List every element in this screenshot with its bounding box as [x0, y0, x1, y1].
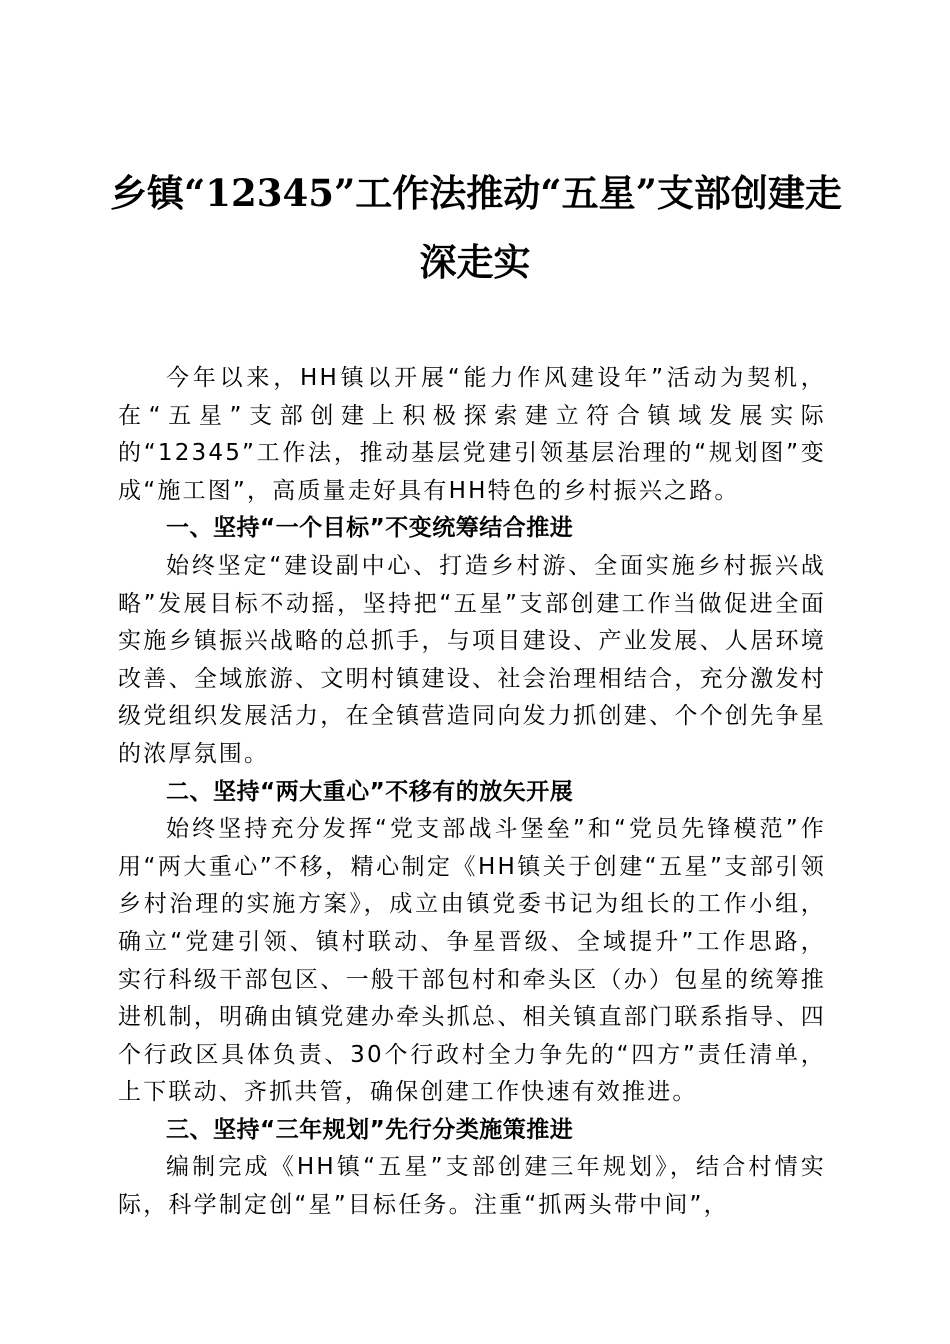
- section-1-heading: 一、坚持“一个目标”不变统筹结合推进: [166, 515, 574, 542]
- intro-paragraph: 今年以来，HH镇以开展“能力作风建设年”活动为契机，在“五星”支部创建上积极探索建立符合镇域发展实际的“12345”工作法，推动基层党建引领基层治理的“规划图”变成“施工图”，高质量走好具有HH特色的乡村振兴之路。: [118, 365, 826, 504]
- document-title-line-2: 深走实: [419, 240, 531, 284]
- document-title-line-1: 乡镇“12345”工作法推动“五星”支部创建走: [110, 171, 842, 215]
- section-3-heading: 三、坚持“三年规划”先行分类施策推进: [166, 1116, 574, 1143]
- section-2-paragraph: 始终坚持充分发挥“党支部战斗堡垒”和“党员先锋模范”作用“两大重心”不移，精心制定《HH镇关于创建“五星”支部引领乡村治理的实施方案》，成立由镇党委书记为组长的工作小组，确立“党建引领、镇村联动、争星晋级、全域提升”工作思路，实行科级干部包区、一般干部包村和牵头区（办）包星的统筹推进机制，明确由镇党建办牵头抓总、相关镇直部门联系指导、四个行政区具体负责、30个行政村全力争先的“四方”责任清单，上下联动、齐抓共管，确保创建工作快速有效推进。: [118, 816, 826, 1106]
- section-1-paragraph: 始终坚定“建设副中心、打造乡村游、全面实施乡村振兴战略”发展目标不动摇，坚持把“五星”支部创建工作当做促进全面实施乡镇振兴战略的总抓手，与项目建设、产业发展、人居环境改善、全域旅游、文明村镇建设、社会治理相结合，充分激发村级党组织发展活力，在全镇营造同向发力抓创建、个个创先争星的浓厚氛围。: [118, 552, 826, 767]
- section-3-paragraph: 编制完成《HH镇“五星”支部创建三年规划》，结合村情实际，科学制定创“星”目标任务。注重“抓两头带中间”，: [118, 1154, 826, 1219]
- document-body: [118, 360, 826, 1225]
- section-2-heading: 二、坚持“两大重心”不移有的放矢开展: [166, 778, 574, 805]
